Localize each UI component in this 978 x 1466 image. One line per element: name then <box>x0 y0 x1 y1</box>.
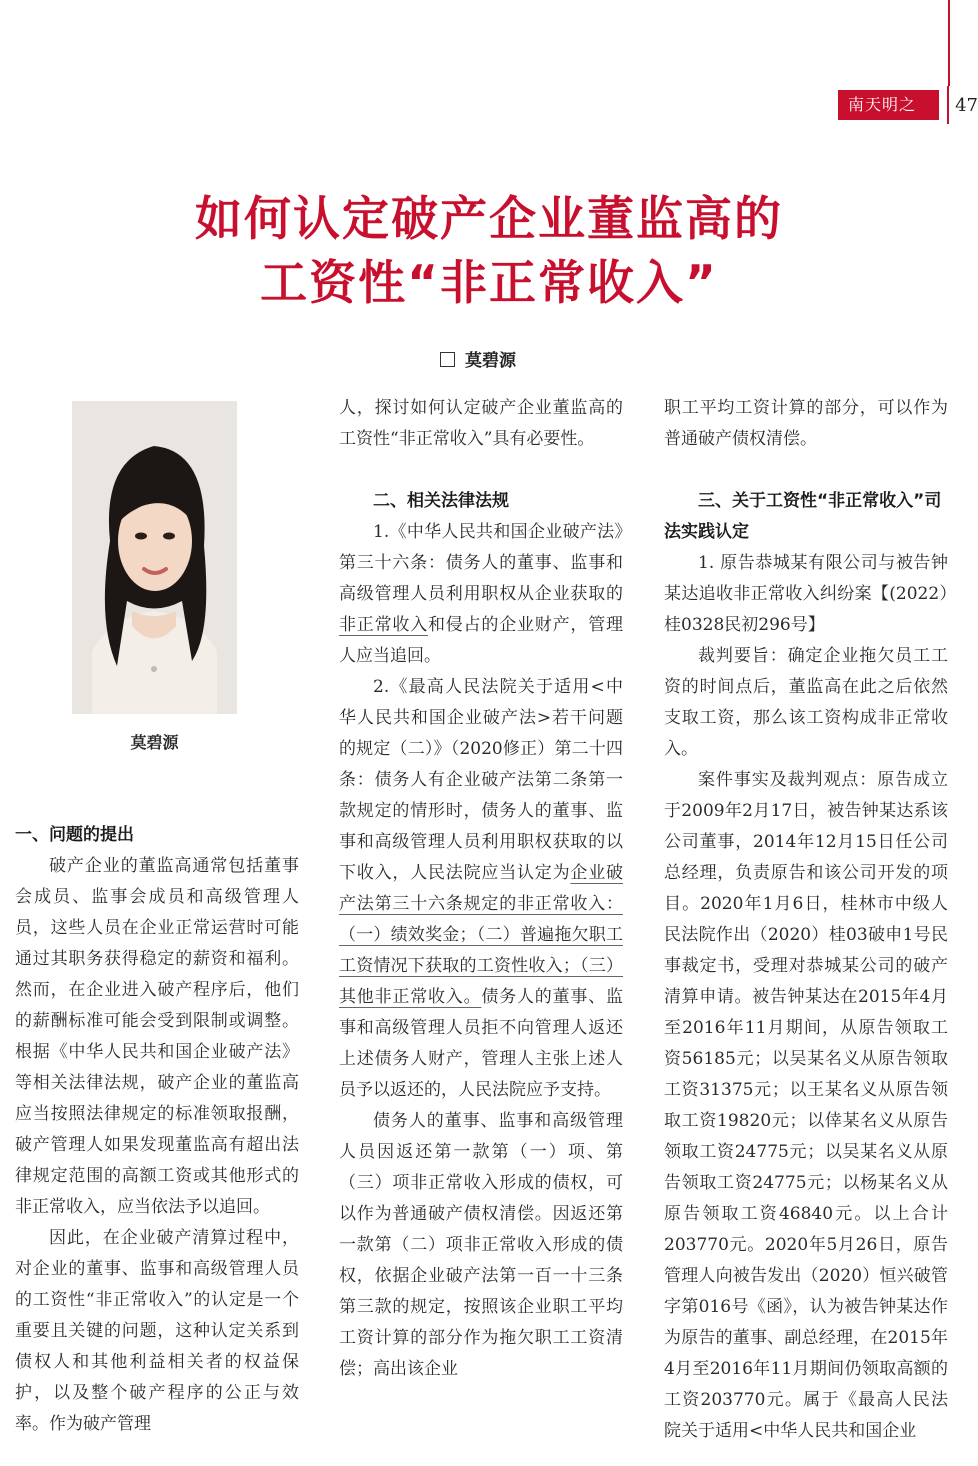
heading-laws: 二、相关法律法规 <box>373 491 509 511</box>
column-1 <box>15 820 299 1440</box>
law-1 <box>339 517 623 672</box>
title-line-1: 如何认定破产企业董监高的 <box>195 192 783 247</box>
column-3 <box>664 393 948 1447</box>
byline-author: 莫碧源 <box>465 351 516 371</box>
page-header <box>838 86 978 144</box>
law-2-text-b: 债务人的董事、监事和高级管理人员拒不向管理人返还上述债务人财产，管理人主张上述人员予以返还的，人民法院应予支持。 <box>339 987 624 1100</box>
law-1-underline: 非正常收入 <box>339 615 428 635</box>
law-2-text-a: 2.《最高人民法院关于适用<中华人民共和国企业破产法>若干问题的规定（二）》（2020修正）第二十四条：债务人有企业破产法第二条第一款规定的情形时，债务人的董事、监事和高级管理人员利用职权获取的以下收入，人民法院应当认定为 <box>339 677 623 883</box>
law-2-underline: 企业破产法第三十六条规定的非正常收入：（一）绩效奖金；（二）普遍拖欠职工工资情况下获取的工资性收入；（三）其他非正常收入。 <box>339 863 624 1007</box>
paragraph: 破产企业的董监高通常包括董事会成员、监事会成员和高级管理人员，这些人员在企业正常运营时可能通过其职务获得稳定的薪资和福利。然而，在企业进入破产程序后，他们的薪酬标准可能会受到限制或调整。根据《中华人民共和国企业破产法》等相关法律法规，破产企业的董监高应当按照法律规定的标准领取报酬，破产管理人如果发现董监高有超出法律规定范围的高额工资或其他形式的非正常收入，应当依法予以追回。 <box>15 856 299 1217</box>
top-divider <box>948 0 950 86</box>
byline <box>440 346 516 371</box>
heading-practice: 三、关于工资性“非正常收入”司法实践认定 <box>664 491 942 542</box>
law-1-text-a: 1.《中华人民共和国企业破产法》第三十六条：债务人的董事、监事和高级管理人员利用职权从企业获取的 <box>339 522 623 604</box>
column-2 <box>339 393 623 1385</box>
law-1-text-b: 和侵占的企业财产，管理人应当追回。 <box>339 615 623 666</box>
paragraph: 因此，在企业破产清算过程中，对企业的董事、监事和高级管理人员的工资性“非正常收入”的认定是一个重要且关键的问题，这种认定关系到债权人和其他利益相关者的权益保护，以及整个破产程序的公正与效率。作为破产管理 <box>15 1228 299 1434</box>
case-title: 1. 原告恭城某有限公司与被告钟某达追收非正常收入纠纷案【(2022）桂0328民初296号】 <box>664 553 948 635</box>
paragraph-continued: 人，探讨如何认定破产企业董监高的工资性“非正常收入”具有必要性。 <box>339 398 623 449</box>
author-photo <box>72 401 237 714</box>
paragraph-facts: 案件事实及裁判观点：原告成立于2009年2月17日，被告钟某达系该公司董事，2014年12月15日任公司总经理，负责原告和该公司开发的项目。2020年1月6日，桂林市中级人民法院作出（2020）桂03破申1号民事裁定书，受理对恭城某公司的破产清算申请。被告钟某达在2015年4月至2016年11月期间，从原告领取工资56185元；以吴某名义从原告领取工资31375元；以王某名义从原告领取工资19820元；以倖某名义从原告领取工资24775元；以吴某名义从原告领取工资24775元；以杨某名义从原告领取工资46840元。以上合计203770元。2020年5月26日，原告管理人向被告发出（2020）恒兴破管字第016号《函》，认为被告钟某达作为原告的董事、副总经理，在2015年4月至2016年11月期间仍领取高额的工资203770元。属于《最高人民法院关于适用<中华人民共和国企业 <box>664 770 948 1441</box>
header-rule <box>947 86 949 124</box>
byline-square-icon <box>440 352 455 367</box>
portrait-illustration <box>72 401 237 714</box>
page-number: 47 <box>955 94 978 116</box>
title-line-2: 工资性“非正常收入” <box>260 256 718 311</box>
heading-problem: 一、问题的提出 <box>15 825 134 845</box>
paragraph-continued: 职工平均工资计算的部分，可以作为普通破产债权清偿。 <box>664 398 948 449</box>
section-tag: 南天明之窗 <box>838 90 939 120</box>
article-title <box>0 188 978 316</box>
paragraph-gist: 裁判要旨：确定企业拖欠员工工资的时间点后，董监高在此之后依然支取工资，那么该工资构成非正常收入。 <box>664 646 948 759</box>
law-2 <box>339 672 623 1106</box>
paragraph: 债务人的董事、监事和高级管理人员因返还第一款第（一）项、第（三）项非正常收入形成的债权，可以作为普通破产债权清偿。因返还第一款第（二）项非正常收入形成的债权，依据企业破产法第一百一十三条第三款的规定，按照该企业职工平均工资计算的部分作为拖欠职工工资清偿；高出该企业 <box>339 1111 623 1379</box>
photo-caption: 莫碧源 <box>130 733 179 752</box>
